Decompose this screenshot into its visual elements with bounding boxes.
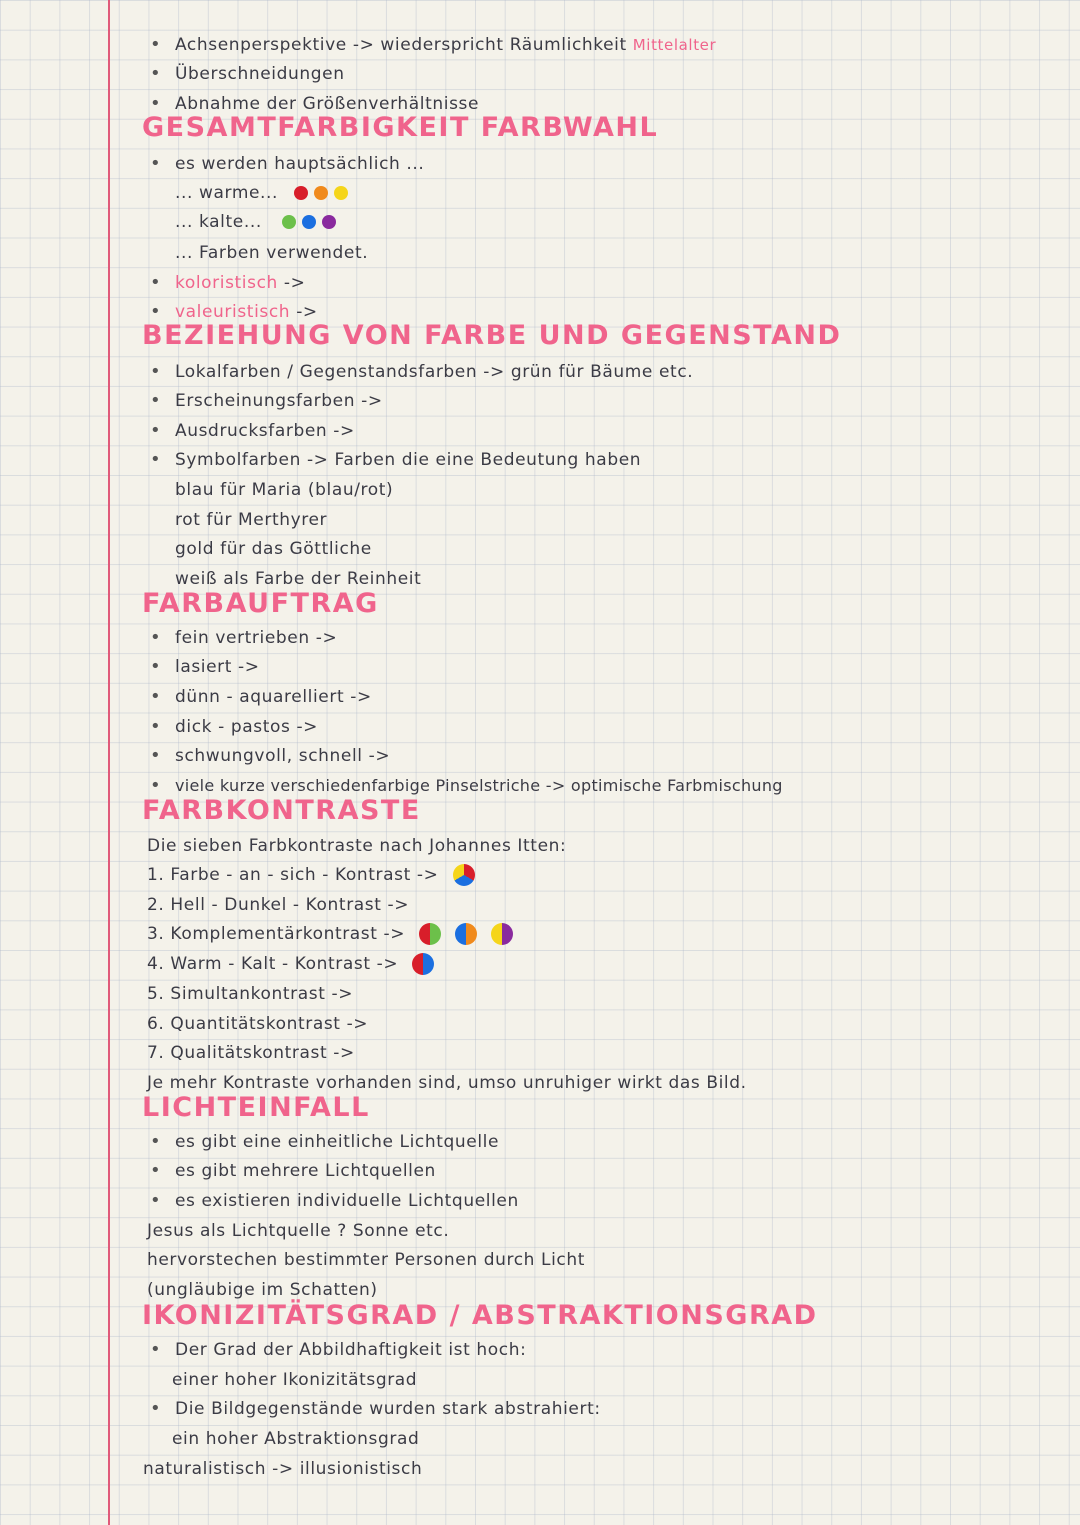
- note-line: es gibt eine einheitliche Lichtquelle: [175, 1132, 500, 1152]
- bullet: •: [150, 93, 161, 114]
- bullet: •: [150, 1339, 161, 1360]
- note-line: viele kurze verschiedenfarbige Pinselstriche -> optimische Farbmischung: [175, 776, 783, 795]
- note-line: dünn - aquarelliert ->: [175, 687, 372, 707]
- note-line: (ungläubige im Schatten): [147, 1280, 378, 1300]
- note-line: fein vertrieben ->: [175, 628, 338, 648]
- bullet: •: [150, 1190, 161, 1211]
- heading-lichteinfall: LICHTEINFALL: [142, 1092, 370, 1123]
- bullet: •: [150, 627, 161, 648]
- bullet: •: [150, 745, 161, 766]
- note-line: gold für das Göttliche: [175, 539, 372, 559]
- bullet: •: [150, 656, 161, 677]
- note-line: rot für Merthyrer: [175, 510, 328, 530]
- contrast-1: 1. Farbe - an - sich - Kontrast ->: [147, 864, 475, 886]
- bullet: •: [150, 34, 161, 55]
- bullet: •: [150, 301, 161, 322]
- tricolor-pie-icon: [453, 864, 475, 886]
- bullet: •: [150, 686, 161, 707]
- note-line: Achsenperspektive -> wiederspricht Räumlichkeit Mittelalter: [175, 35, 717, 55]
- bullet: •: [150, 1160, 161, 1181]
- note-line: Die sieben Farbkontraste nach Johannes Itten:: [147, 836, 567, 856]
- note-line: naturalistisch -> illusionistisch: [143, 1459, 423, 1479]
- yellow-purple-pie-icon: [491, 923, 513, 945]
- bullet: •: [150, 775, 161, 796]
- contrast-6: 6. Quantitätskontrast ->: [147, 1014, 369, 1034]
- bullet: •: [150, 361, 161, 382]
- note-line: Jesus als Lichtquelle ? Sonne etc.: [147, 1221, 450, 1241]
- contrast-2: 2. Hell - Dunkel - Kontrast ->: [147, 895, 410, 915]
- blue-orange-pie-icon: [455, 923, 477, 945]
- note-line: Ausdrucksfarben ->: [175, 421, 355, 441]
- heading-ikonizitaetsgrad: IKONIZITÄTSGRAD / ABSTRAKTIONSGRAD: [142, 1300, 818, 1331]
- note-line: blau für Maria (blau/rot): [175, 480, 394, 500]
- blue-dot: [302, 215, 316, 229]
- heading-farbkontraste: FARBKONTRASTE: [142, 795, 421, 826]
- contrast-4: 4. Warm - Kalt - Kontrast ->: [147, 953, 434, 975]
- orange-dot: [314, 186, 328, 200]
- tag-mittelalter: Mittelalter: [632, 36, 717, 54]
- note-line: Erscheinungsfarben ->: [175, 391, 383, 411]
- note-line: dick - pastos ->: [175, 717, 319, 737]
- note-line: es gibt mehrere Lichtquellen: [175, 1161, 436, 1181]
- yellow-dot: [334, 186, 348, 200]
- note-line: Je mehr Kontraste vorhanden sind, umso unruhiger wirkt das Bild.: [147, 1073, 747, 1093]
- note-line: es existieren individuelle Lichtquellen: [175, 1191, 519, 1211]
- note-line: ... Farben verwendet.: [175, 243, 369, 263]
- note-line: Lokalfarben / Gegenstandsfarben -> grün für Bäume etc.: [175, 362, 694, 382]
- red-dot: [294, 186, 308, 200]
- heading-gesamtfarbigkeit: GESAMTFARBIGKEIT FARBWAHL: [142, 112, 659, 143]
- note-line: Abnahme der Größenverhältnisse: [175, 94, 480, 114]
- green-dot: [282, 215, 296, 229]
- note-line: Der Grad der Abbildhaftigkeit ist hoch:: [175, 1340, 527, 1360]
- note-line-warm: ... warme...: [175, 182, 348, 204]
- note-line: einer hoher Ikonizitätsgrad: [172, 1370, 418, 1390]
- bullet: •: [150, 272, 161, 293]
- note-line: koloristisch ->: [175, 273, 306, 293]
- note-line: weiß als Farbe der Reinheit: [175, 569, 422, 589]
- heading-farbauftrag: FARBAUFTRAG: [142, 588, 379, 619]
- note-line: Symbolfarben -> Farben die eine Bedeutung haben: [175, 450, 642, 470]
- purple-dot: [322, 215, 336, 229]
- bullet: •: [150, 153, 161, 174]
- bullet: •: [150, 63, 161, 84]
- bullet: •: [150, 449, 161, 470]
- note-line: es werden hauptsächlich ...: [175, 154, 425, 174]
- bullet: •: [150, 390, 161, 411]
- bullet: •: [150, 716, 161, 737]
- bullet: •: [150, 1398, 161, 1419]
- red-blue-pie-icon: [412, 953, 434, 975]
- note-line: hervorstechen bestimmter Personen durch Licht: [147, 1250, 585, 1270]
- note-line: ein hoher Abstraktionsgrad: [172, 1429, 420, 1449]
- note-line: Überschneidungen: [175, 64, 345, 84]
- note-line: schwungvoll, schnell ->: [175, 746, 391, 766]
- contrast-3: 3. Komplementärkontrast ->: [147, 923, 513, 945]
- contrast-5: 5. Simultankontrast ->: [147, 984, 354, 1004]
- heading-beziehung: BEZIEHUNG VON FARBE UND GEGENSTAND: [142, 320, 842, 351]
- note-line-cold: ... kalte...: [175, 211, 336, 233]
- bullet: •: [150, 420, 161, 441]
- note-line: valeuristisch ->: [175, 302, 318, 322]
- note-line: Die Bildgegenstände wurden stark abstrahiert:: [175, 1399, 601, 1419]
- bullet: •: [150, 1131, 161, 1152]
- contrast-7: 7. Qualitätskontrast ->: [147, 1043, 355, 1063]
- margin-line: [108, 0, 110, 1525]
- note-line: lasiert ->: [175, 657, 260, 677]
- red-green-pie-icon: [419, 923, 441, 945]
